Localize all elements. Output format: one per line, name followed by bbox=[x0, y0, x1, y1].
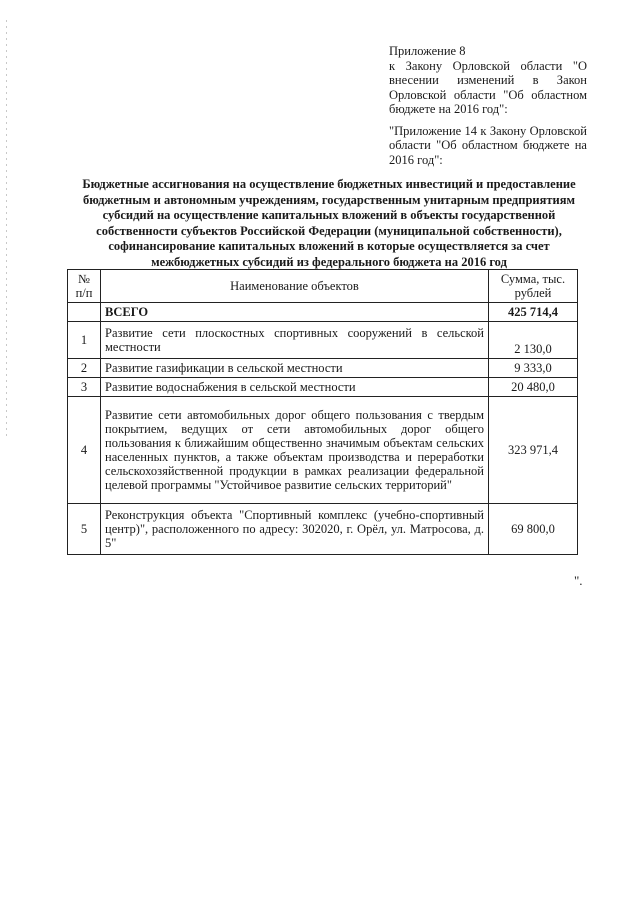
row-name: Развитие сети плоскостных спортивных сооружений в сельской местности bbox=[101, 322, 489, 359]
total-num bbox=[68, 303, 101, 322]
document-title: Бюджетные ассигнования на осуществление бюджетных инвестиций и предоставление бюджетным и автономным учреждениям, государственным унитарным предприятиям субсидий на осуществление капитальных вложений в объекты государственной собственности субъектов Российской Федерации (муниципальной собственности), софинансирование капитальных вложений в которые осуществляется за счет межбюджетных субсидий из федерального бюджета на 2016 год bbox=[82, 177, 576, 269]
table-row bbox=[68, 322, 578, 359]
row-name: Развитие водоснабжения в сельской местности bbox=[101, 378, 489, 397]
appendix-original-reference: "Приложение 14 к Закону Орловской области "Об областном бюджете на 2016 год": bbox=[389, 123, 587, 167]
row-num: 2 bbox=[68, 359, 101, 378]
row-num: 4 bbox=[68, 397, 101, 504]
table-row bbox=[68, 504, 578, 555]
appendix-number: Приложение 8 bbox=[389, 44, 466, 58]
row-sum: 2 130,0 bbox=[489, 322, 578, 359]
row-num: 1 bbox=[68, 322, 101, 359]
table-row bbox=[68, 378, 578, 397]
appendix-header bbox=[389, 44, 587, 167]
table-row bbox=[68, 397, 578, 504]
total-sum: 425 714,4 bbox=[489, 303, 578, 322]
row-name: Развитие сети автомобильных дорог общего пользования с твердым покрытием, ведущих от сети автомобильных дорог общего пользования к ближайшим общественно значимым объектам сельских населенных пунктов, а также объектам производства и переработки сельскохозяйственной продукции в рамках реализации федеральной целевой программы "Устойчивое развитие сельских территорий" bbox=[101, 397, 489, 504]
header-num: № п/п bbox=[68, 270, 101, 303]
total-row bbox=[68, 303, 578, 322]
row-num: 5 bbox=[68, 504, 101, 555]
appendix-law-reference: к Закону Орловской области "О внесении изменений в Закон Орловской области "Об областном бюджете на 2016 год": bbox=[389, 58, 587, 116]
row-sum: 20 480,0 bbox=[489, 378, 578, 397]
header-sum: Сумма, тыс. рублей bbox=[489, 270, 578, 303]
row-sum: 69 800,0 bbox=[489, 504, 578, 555]
scan-edge-decoration bbox=[6, 20, 7, 440]
row-name: Развитие газификации в сельской местности bbox=[101, 359, 489, 378]
closing-quote-mark: ". bbox=[574, 573, 583, 588]
header-name: Наименование объектов bbox=[101, 270, 489, 303]
row-num: 3 bbox=[68, 378, 101, 397]
table-header-row bbox=[68, 270, 578, 303]
row-sum: 9 333,0 bbox=[489, 359, 578, 378]
row-name: Реконструкция объекта "Спортивный комплекс (учебно-спортивный центр)", расположенного по адресу: 302020, г. Орёл, ул. Матросова, д. 5" bbox=[101, 504, 489, 555]
table-row bbox=[68, 359, 578, 378]
total-label: ВСЕГО bbox=[101, 303, 489, 322]
row-sum: 323 971,4 bbox=[489, 397, 578, 504]
objects-table bbox=[67, 269, 578, 555]
